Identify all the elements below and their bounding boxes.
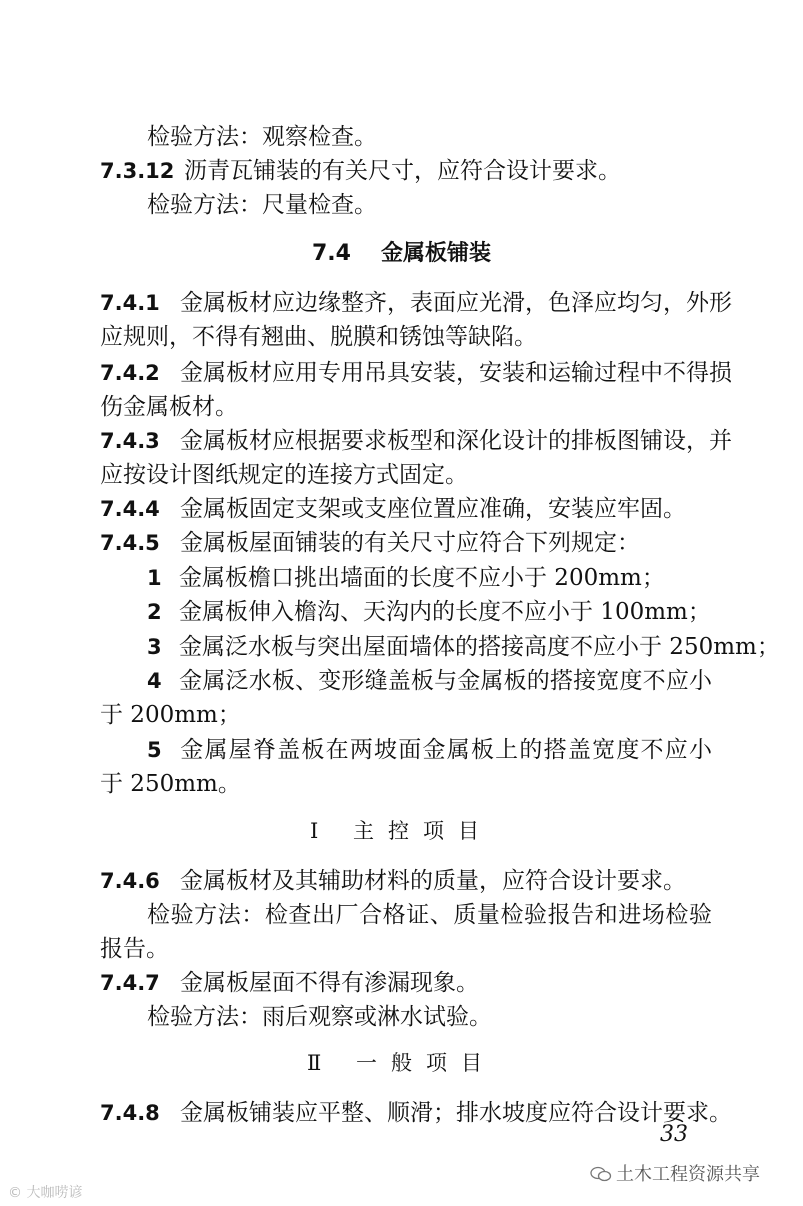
list-item: [147, 630, 780, 664]
item-number: 5: [147, 738, 162, 762]
clause: [100, 154, 712, 188]
text-line: 应规则，不得有翘曲、脱膜和锈蚀等缺陷。: [100, 324, 537, 350]
text-line: 于 200mm；: [100, 702, 241, 728]
text-line: 检验方法：观察检查。: [147, 124, 377, 150]
item-text: 金属板伸入檐沟、天沟内的长度不应小于 100mm；: [179, 599, 711, 625]
clause-number: 7.4.1: [100, 291, 160, 315]
item-number: 2: [147, 600, 162, 624]
page-number: 33: [660, 1122, 688, 1147]
item-text: 金属板檐口挑出墙面的长度不应小于 200mm；: [179, 565, 665, 591]
text-line: 伤金属板材。: [100, 394, 238, 420]
watermark-text: 土木工程资源共享: [616, 1164, 760, 1185]
item-text: 金属屋脊盖板在两坡面金属板上的搭盖宽度不应小: [179, 737, 712, 763]
text-line: 检验方法：雨后观察或淋水试验。: [147, 1004, 492, 1030]
clause-text: 沥青瓦铺装的有关尺寸，应符合设计要求。: [184, 158, 621, 184]
clause-text: 金属板材应用专用吊具安装，安装和运输过程中不得损: [180, 360, 732, 386]
clause-number: 7.4.4: [100, 497, 160, 521]
clause: [100, 492, 712, 526]
clause: [100, 864, 712, 898]
clause-number: 7.4.7: [100, 971, 160, 995]
list-item: [147, 595, 712, 629]
list-item: [147, 664, 712, 698]
text-line: 检验方法：检查出厂合格证、质量检验报告和进场检验: [147, 902, 712, 928]
item-number: 4: [147, 669, 162, 693]
clause: [100, 356, 732, 390]
wechat-icon: [590, 1166, 612, 1182]
clause-text: 金属板材应边缘整齐，表面应光滑，色泽应均匀，外形: [180, 290, 732, 316]
section-heading: [0, 236, 803, 271]
text-line: 应按设计图纸规定的连接方式固定。: [100, 462, 468, 488]
clause-text: 金属板材应根据要求板型和深化设计的排板图铺设，并: [180, 428, 732, 454]
clause: [100, 1096, 732, 1130]
clause: [100, 966, 712, 1000]
clause: [100, 286, 732, 320]
clause-text: 金属板固定支架或支座位置应准确，安装应牢固。: [180, 496, 686, 522]
clause-text: 金属板材及其辅助材料的质量，应符合设计要求。: [180, 868, 686, 894]
clause-number: 7.4.5: [100, 531, 160, 555]
clause-number: 7.3.12: [100, 159, 175, 183]
subsection-heading: Ⅰ 主控项目: [310, 819, 493, 843]
watermark-left: © 大咖唠谚: [8, 1185, 83, 1201]
list-item: [147, 561, 712, 595]
list-item: [147, 733, 712, 767]
item-number: 1: [147, 566, 162, 590]
clause-text: 金属板屋面铺装的有关尺寸应符合下列规定：: [180, 530, 640, 556]
text-line: 于 250mm。: [100, 771, 241, 797]
clause-text: 金属板铺装应平整、顺滑；排水坡度应符合设计要求。: [180, 1100, 732, 1126]
section-title: 金属板铺装: [380, 241, 491, 266]
clause-number: 7.4.8: [100, 1101, 160, 1125]
clause: [100, 424, 732, 458]
text-line: 报告。: [100, 936, 169, 962]
subsection-heading: Ⅱ 一般项目: [307, 1051, 496, 1075]
clause-number: 7.4.2: [100, 361, 160, 385]
watermark-source: [590, 1160, 760, 1186]
clause-number: 7.4.3: [100, 429, 160, 453]
clause: [100, 526, 712, 560]
item-text: 金属泛水板、变形缝盖板与金属板的搭接宽度不应小: [179, 668, 712, 694]
clause-number: 7.4.6: [100, 869, 160, 893]
item-text: 金属泛水板与突出屋面墙体的搭接高度不应小于 250mm；: [179, 634, 780, 660]
item-number: 3: [147, 635, 162, 659]
clause-text: 金属板屋面不得有渗漏现象。: [180, 970, 479, 996]
text-line: 检验方法：尺量检查。: [147, 192, 377, 218]
section-number: 7.4: [312, 241, 351, 266]
